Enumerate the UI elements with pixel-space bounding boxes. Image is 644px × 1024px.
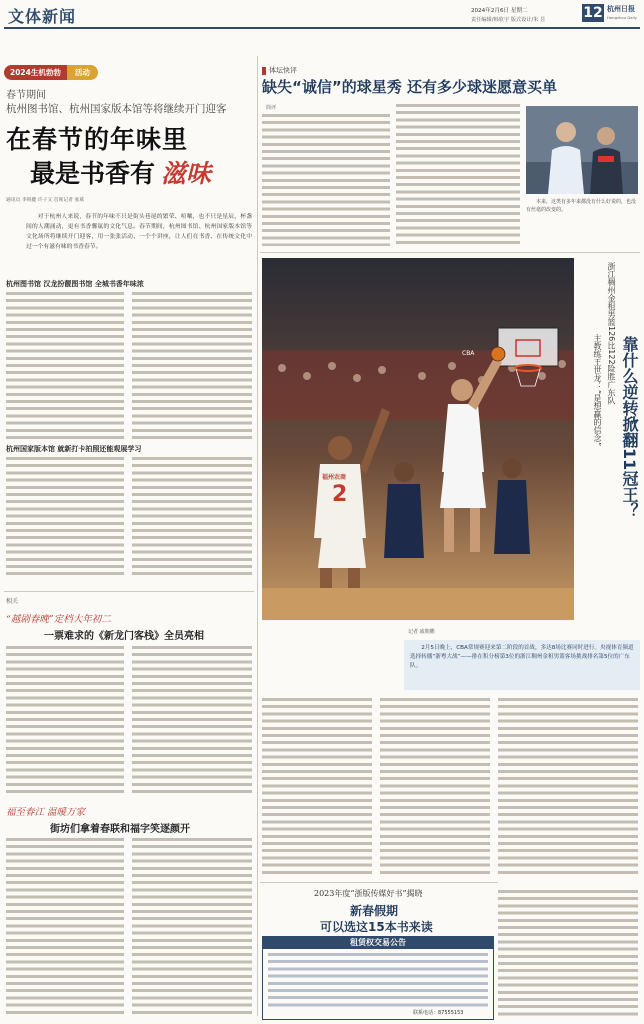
- book-kicker: 2023年度“浙版传媒好书”揭晓: [314, 889, 423, 898]
- community-kicker: 福至春江 温暖万家: [6, 807, 86, 818]
- text-lines: [380, 698, 490, 878]
- text-lines: [396, 104, 520, 246]
- sports-headline: 缺失“诚信”的球星秀 还有多少球迷愿意买单: [262, 78, 557, 96]
- headline-line-1: 在春节的年味里: [6, 125, 189, 154]
- column-divider: [257, 56, 258, 1016]
- book-headline-2: 可以选这15本书来读: [320, 920, 433, 934]
- side-headline-block: [580, 260, 640, 620]
- commentary-col-2: [396, 104, 520, 246]
- side-sub: 主教练王世龙：“是想赢的信念”: [593, 334, 602, 447]
- section-divider-left: [4, 591, 254, 592]
- classified-body: [268, 953, 488, 1007]
- classified-phone: 联系电话：87555153: [413, 1010, 464, 1016]
- book-body: [498, 890, 638, 1018]
- body-block-4: [132, 457, 252, 579]
- related-tag: 相关: [6, 598, 19, 605]
- subsection-archive: 杭州国家版本馆 就新打卡拍照还能观展学习: [6, 445, 142, 453]
- sports-tag-mark: [262, 67, 266, 75]
- header-editors: 责任编辑/韩欣宇 版式设计/朱 昱: [471, 17, 546, 23]
- text-lines: [132, 646, 252, 796]
- text-lines: [6, 457, 124, 579]
- commentary-col-1: [262, 114, 390, 246]
- body-block-1: [6, 292, 124, 440]
- section-title: 文体新闻: [8, 7, 77, 26]
- subsection-library: 杭州图书馆 汉龙扮靓图书馆 全城书香年味浓: [6, 280, 144, 288]
- story-kicker: 春节期间: [6, 90, 46, 101]
- body-block-3: [6, 457, 124, 579]
- text-lines: [6, 292, 124, 440]
- basketball-scene: [262, 258, 574, 620]
- photo-credit: 记者 戚朝鹏: [408, 629, 435, 635]
- headline-line-2: [30, 154, 211, 190]
- photo-caption-text: 本来，这类有多年来都没有什么好说的，也没有丝毫的改变的。: [526, 199, 637, 213]
- text-lines: [132, 292, 252, 440]
- game-caption: 2月5日晚上，CBA常规赛迎来第二阶段的首战，多达8场比赛同时进行。央视体育频道选择转播“浙粤大战”——排在积分榜第3位的浙江稠州金租男篮客场挑战排名第5位的广东队。: [410, 645, 634, 669]
- section-divider-right: [260, 252, 640, 253]
- text-lines: [132, 838, 252, 1018]
- text-lines: [6, 838, 124, 1018]
- sports-body-2: [380, 698, 490, 878]
- byline: 通讯员 李锐健 许子又 首席记者 张慕: [6, 198, 85, 203]
- body-block-2: [132, 292, 252, 440]
- page-number: 12: [583, 5, 603, 21]
- text-lines: [262, 114, 390, 246]
- sports-tag-text: 体坛快评: [269, 66, 297, 75]
- story-subhead: 杭州图书馆、杭州国家版本馆等将继续开门迎客: [6, 103, 227, 115]
- body-block-7: [6, 838, 124, 1018]
- text-lines: [498, 890, 638, 1018]
- text-lines: [6, 646, 124, 796]
- body-block-8: [132, 838, 252, 1018]
- paper-pinyin: Hangzhou Daily: [607, 15, 637, 20]
- community-headline: 街坊们拿着春联和福字笑逐颜开: [50, 824, 190, 835]
- player-photo-art: [526, 106, 638, 194]
- intro-paragraph: [26, 212, 252, 272]
- classified-box: [262, 936, 494, 1020]
- basketball-photo: [262, 258, 574, 620]
- book-headline-1: 新春假期: [350, 904, 399, 918]
- text-lines: [268, 953, 488, 1007]
- header-rule: [4, 27, 640, 29]
- badge-main: 2024生机勃勃: [4, 65, 67, 80]
- body-block-6: [132, 646, 252, 796]
- opera-kicker: “越剧春晚”定档大年初二: [6, 614, 111, 625]
- headline-accent: 滋味: [161, 159, 212, 188]
- header-date: 2024年2月6日 星期二: [471, 8, 528, 14]
- jersey-team: 福州农商: [322, 474, 347, 481]
- game-caption-box: [404, 640, 640, 690]
- festival-badge: [4, 60, 98, 80]
- text-lines: [498, 698, 638, 878]
- side-headline: 靠什么逆转掀翻11冠王？: [620, 336, 639, 519]
- classified-title: 租赁权交易公告: [263, 937, 493, 949]
- text-lines: [132, 457, 252, 579]
- opera-headline: 一票难求的《新龙门客栈》全员亮相: [44, 631, 204, 642]
- badge-tail: 活动: [67, 65, 98, 80]
- body-block-5: [6, 646, 124, 796]
- page-header: [0, 0, 644, 28]
- sports-body-3: [498, 698, 638, 878]
- photo-caption: [526, 198, 638, 246]
- headline-line-2-text: 最是书香有: [30, 159, 156, 188]
- commentary-label: 简评: [266, 105, 277, 111]
- text-lines: [262, 698, 372, 878]
- jersey-number: 2: [332, 482, 348, 507]
- sports-body-1: [262, 698, 372, 878]
- section-divider-books: [260, 882, 498, 883]
- player-photo: [526, 106, 638, 194]
- side-kicker: 浙江稠州金租男篮126比122险胜广东队: [607, 262, 616, 405]
- intro-text: 对于杭州人来说，春节的年味不只是街头巷尾的繁荣、喧嚷，也不只是星辰、杯盏间的人潮涌动，更有书香馨氲的文化气息。春节期间，杭州图书馆、杭州国家版本馆等文化场所将继续开门迎客，用一张张活动、一个个讲座，让人们在书香、在传统文化中过一个有滋有味的书香春节。: [26, 214, 252, 250]
- paper-name: 杭州日报: [607, 4, 635, 13]
- svg-text:CBA: CBA: [462, 350, 475, 357]
